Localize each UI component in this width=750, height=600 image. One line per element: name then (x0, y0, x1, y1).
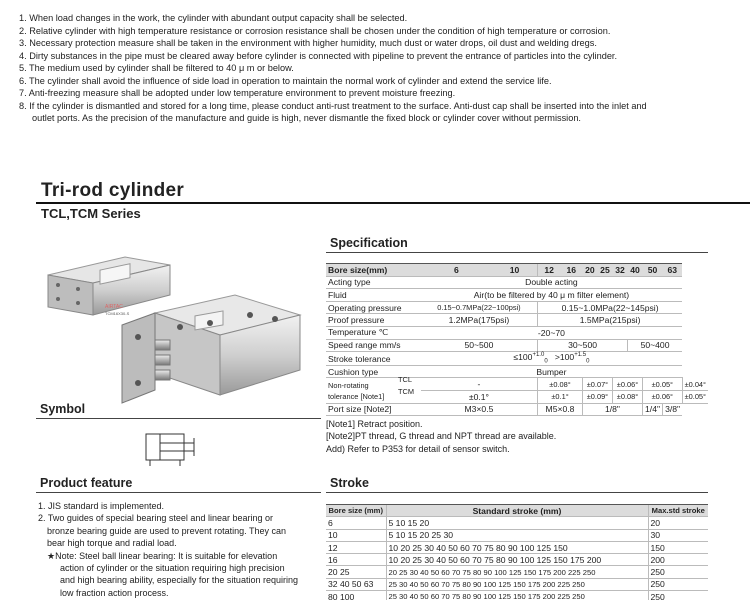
spec-value: 0.15~1.0MPa(22~145psi) (538, 301, 682, 314)
spec-label: Proof pressure (326, 314, 421, 327)
bore-10: 10 (492, 264, 538, 277)
spec-header-label: Bore size(mm) (326, 264, 421, 277)
precautions-list (19, 12, 734, 125)
bore-20: 20 (582, 264, 597, 277)
spec-value: - (421, 378, 538, 391)
spec-value: ±0.05° (643, 378, 683, 391)
stroke-max: 200 (648, 554, 708, 566)
stroke-header-row (326, 505, 708, 517)
specification-table (326, 263, 708, 416)
stroke-max: 250 (648, 566, 708, 578)
spec-value: ±0.08° (612, 391, 642, 404)
symbol-heading: Symbol (40, 402, 86, 416)
stroke-standard: 20 25 30 40 50 60 70 75 80 90 100 125 150 175 200 225 250 (386, 566, 648, 578)
stroke-standard: 25 30 40 50 60 70 75 80 90 100 125 150 175 200 225 250 (386, 591, 648, 600)
precaution-item: 6. The cylinder shall avoid the influence of side load in operation to maintain the normal work of cylinder and extend the service life. (19, 75, 552, 86)
spec-value: 1/8" (582, 403, 642, 416)
spec-value: 1.2MPa(175psi) (421, 314, 538, 327)
spec-value: Double acting (421, 276, 682, 289)
stroke-standard: 10 20 25 30 40 50 60 70 75 80 90 100 125 150 175 200 (386, 554, 648, 566)
spec-header-row (326, 264, 708, 277)
stroke-bore: 10 (326, 529, 386, 541)
spec-label: Port size [Note2] (326, 403, 421, 416)
stroke-bore: 20 25 (326, 566, 386, 578)
non-rotating-note: tolerance [Note1] (328, 391, 385, 401)
precaution-item: 1. When load changes in the work, the cylinder with abundant output capacity shall be selected. (19, 13, 408, 23)
stroke-table (326, 504, 708, 600)
stroke-row (326, 541, 708, 553)
precaution-item: 2. Relative cylinder with high temperature resistance or corrosion resistance shall be chosen under the condition of high temperature or corrosion. (19, 25, 611, 36)
stroke-max: 20 (648, 517, 708, 529)
symbol-divider (36, 418, 321, 419)
stroke-row (326, 554, 708, 566)
spec-value: ±0.09° (582, 391, 612, 404)
cylinder-product-photo (30, 255, 320, 420)
specification-divider (326, 252, 708, 253)
feature-item: bear high torque and radial load. (47, 538, 177, 549)
spec-row (326, 339, 708, 352)
spec-value: ±0.08° (538, 378, 583, 391)
stroke-tol-a: ≤100 (513, 352, 533, 363)
stroke-bore: 32 40 50 63 (326, 578, 386, 590)
spec-row (326, 378, 708, 391)
feature-item: bronze bearing guide are used to prevent rotating. They can (47, 525, 286, 536)
stroke-row (326, 566, 708, 578)
pneumatic-symbol-diagram (140, 428, 200, 468)
spec-row (326, 314, 708, 327)
feature-divider (36, 492, 321, 493)
spec-row (326, 326, 708, 339)
spec-note: [Note2]PT thread, G thread and NPT thread are available. (326, 431, 557, 442)
stroke-bore: 12 (326, 541, 386, 553)
page-title: Tri-rod cylinder (41, 180, 185, 201)
stroke-standard: 10 20 25 30 40 50 60 70 75 80 90 100 125 150 (386, 541, 648, 553)
precaution-item: outlet ports. As the precision of the manufacture and guide is high, never dismantle the fixed block or cylinder cover without permission. (32, 113, 581, 123)
bore-16: 16 (560, 264, 582, 277)
stroke-max: 250 (648, 591, 708, 600)
stroke-col-standard: Standard stroke (mm) (386, 505, 648, 517)
stroke-max: 150 (648, 541, 708, 553)
stroke-row (326, 578, 708, 590)
spec-value: 30~500 (538, 339, 628, 352)
stroke-row (326, 517, 708, 529)
stroke-bore: 16 (326, 554, 386, 566)
bore-40: 40 (628, 264, 643, 277)
spec-row (326, 289, 708, 302)
spec-value: 1/4" (643, 403, 663, 416)
precaution-item: 5. The medium used by cylinder shall be filtered to 40 μ m or below. (19, 63, 294, 73)
stroke-standard: 25 30 40 50 60 70 75 80 90 100 125 150 175 200 225 250 (386, 578, 648, 590)
spec-note: [Note1] Retract position. (326, 419, 423, 429)
series-subtitle: TCL,TCM Series (41, 206, 141, 221)
stroke-col-bore: Bore size (mm) (326, 505, 386, 517)
spec-label: Stroke tolerance (326, 352, 421, 366)
bore-50: 50 (643, 264, 663, 277)
spec-value: M3×0.5 (421, 403, 538, 416)
spec-value: Air(to be filtered by 40 μ m filter element) (421, 289, 682, 302)
spec-value: 0.15~0.7MPa(22~100psi) (421, 301, 538, 314)
spec-value: ±0.1° (421, 391, 538, 404)
feature-item: 2. Two guides of special bearing steel and linear bearing or (38, 513, 273, 524)
stroke-row (326, 529, 708, 541)
spec-value: 3/8" (663, 403, 683, 416)
bore-32: 32 (612, 264, 627, 277)
spec-row (326, 403, 708, 416)
stroke-bore: 6 (326, 517, 386, 529)
precaution-item: 3. Necessary protection measure shall be taken in the environment with higher humidity, much dust or water drops, oil dust and welding dregs. (19, 38, 597, 48)
spec-label: Acting type (326, 276, 421, 289)
spec-row (326, 276, 708, 289)
bore-25: 25 (597, 264, 612, 277)
non-rotating-label: Non-rotating (328, 380, 369, 390)
stroke-max: 30 (648, 529, 708, 541)
spec-value: ±0.06° (612, 378, 642, 391)
spec-value: M5×0.8 (538, 403, 583, 416)
spec-note: Add) Refer to P353 for detail of sensor switch. (326, 443, 510, 454)
photo-brand-label: AIRTAC (105, 304, 123, 310)
spec-value: ±0.05° (682, 391, 708, 404)
bore-6: 6 (421, 264, 492, 277)
specification-heading: Specification (330, 236, 408, 250)
spec-value: ±0.1° (538, 391, 583, 404)
spec-notes (326, 418, 556, 455)
stroke-standard: 5 10 15 20 (386, 517, 648, 529)
spec-label: Speed range mm/s (326, 339, 421, 352)
spec-row (326, 301, 708, 314)
stroke-heading: Stroke (330, 476, 369, 490)
feature-item: action of cylinder or the situation requiring high precision (60, 563, 285, 574)
stroke-divider (326, 492, 708, 493)
spec-row (326, 365, 708, 378)
spec-row (326, 352, 708, 366)
tcl-label: TCL (398, 374, 412, 384)
title-divider (36, 202, 750, 204)
spec-value: 50~400 (628, 339, 683, 352)
stroke-col-max: Max.std stroke (648, 505, 708, 517)
spec-label: Operating pressure (326, 301, 421, 314)
stroke-tol-b-lower: 0 (586, 358, 590, 365)
tcm-label: TCM (398, 386, 415, 396)
precaution-item: 4. Dirty substances in the pipe must be cleared away before cylinder is connected with pipeline to prevent the entrance of particles into the cylinder. (19, 50, 618, 61)
stroke-tol-a-lower: 0 (544, 358, 548, 365)
feature-item: low fraction action process. (60, 587, 169, 598)
spec-value: 1.5MPa(215psi) (538, 314, 682, 327)
spec-value: ±0.07° (582, 378, 612, 391)
spec-label (326, 374, 421, 403)
precaution-item: 8. If the cylinder is dismantled and stored for a long time, please conduct anti-rust treatment to the surface. Anti-dust cap shall be inserted into the inlet and (19, 100, 647, 111)
feature-item: ★Note: Steel ball linear bearing: It is suitable for elevation (47, 550, 278, 561)
stroke-row (326, 591, 708, 600)
stroke-tol-b-upper: +1.5 (574, 352, 587, 359)
stroke-standard: 5 10 15 20 25 30 (386, 529, 648, 541)
spec-value (421, 352, 682, 366)
bore-12: 12 (538, 264, 560, 277)
stroke-tol-a-upper: +1.0 (532, 352, 545, 359)
spec-label: Fluid (326, 289, 421, 302)
feature-item: 1. JIS standard is implemented. (38, 501, 165, 511)
product-feature-heading: Product feature (40, 476, 133, 490)
spec-label: Temperature ℃ (326, 326, 421, 339)
photo-model-label: TCM16X30-S (105, 311, 130, 316)
stroke-tol-b: >100 (554, 352, 575, 363)
spec-value: 50~500 (421, 339, 538, 352)
precaution-item: 7. Anti-freezing measure shall be adopted under low temperature environment to prevent moisture freezing. (19, 88, 456, 98)
stroke-max: 250 (648, 578, 708, 590)
spec-value: ±0.06° (643, 391, 683, 404)
spec-value: Bumper (421, 365, 682, 378)
spec-value: ±0.04° (682, 378, 708, 391)
product-feature-list (38, 500, 323, 599)
feature-item: and high bearing ability, especially for the situation requiring (60, 575, 298, 586)
spec-label: Cushion type (326, 365, 421, 378)
spec-value: -20~70 (421, 326, 682, 339)
stroke-bore: 80 100 (326, 591, 386, 600)
bore-63: 63 (663, 264, 683, 277)
